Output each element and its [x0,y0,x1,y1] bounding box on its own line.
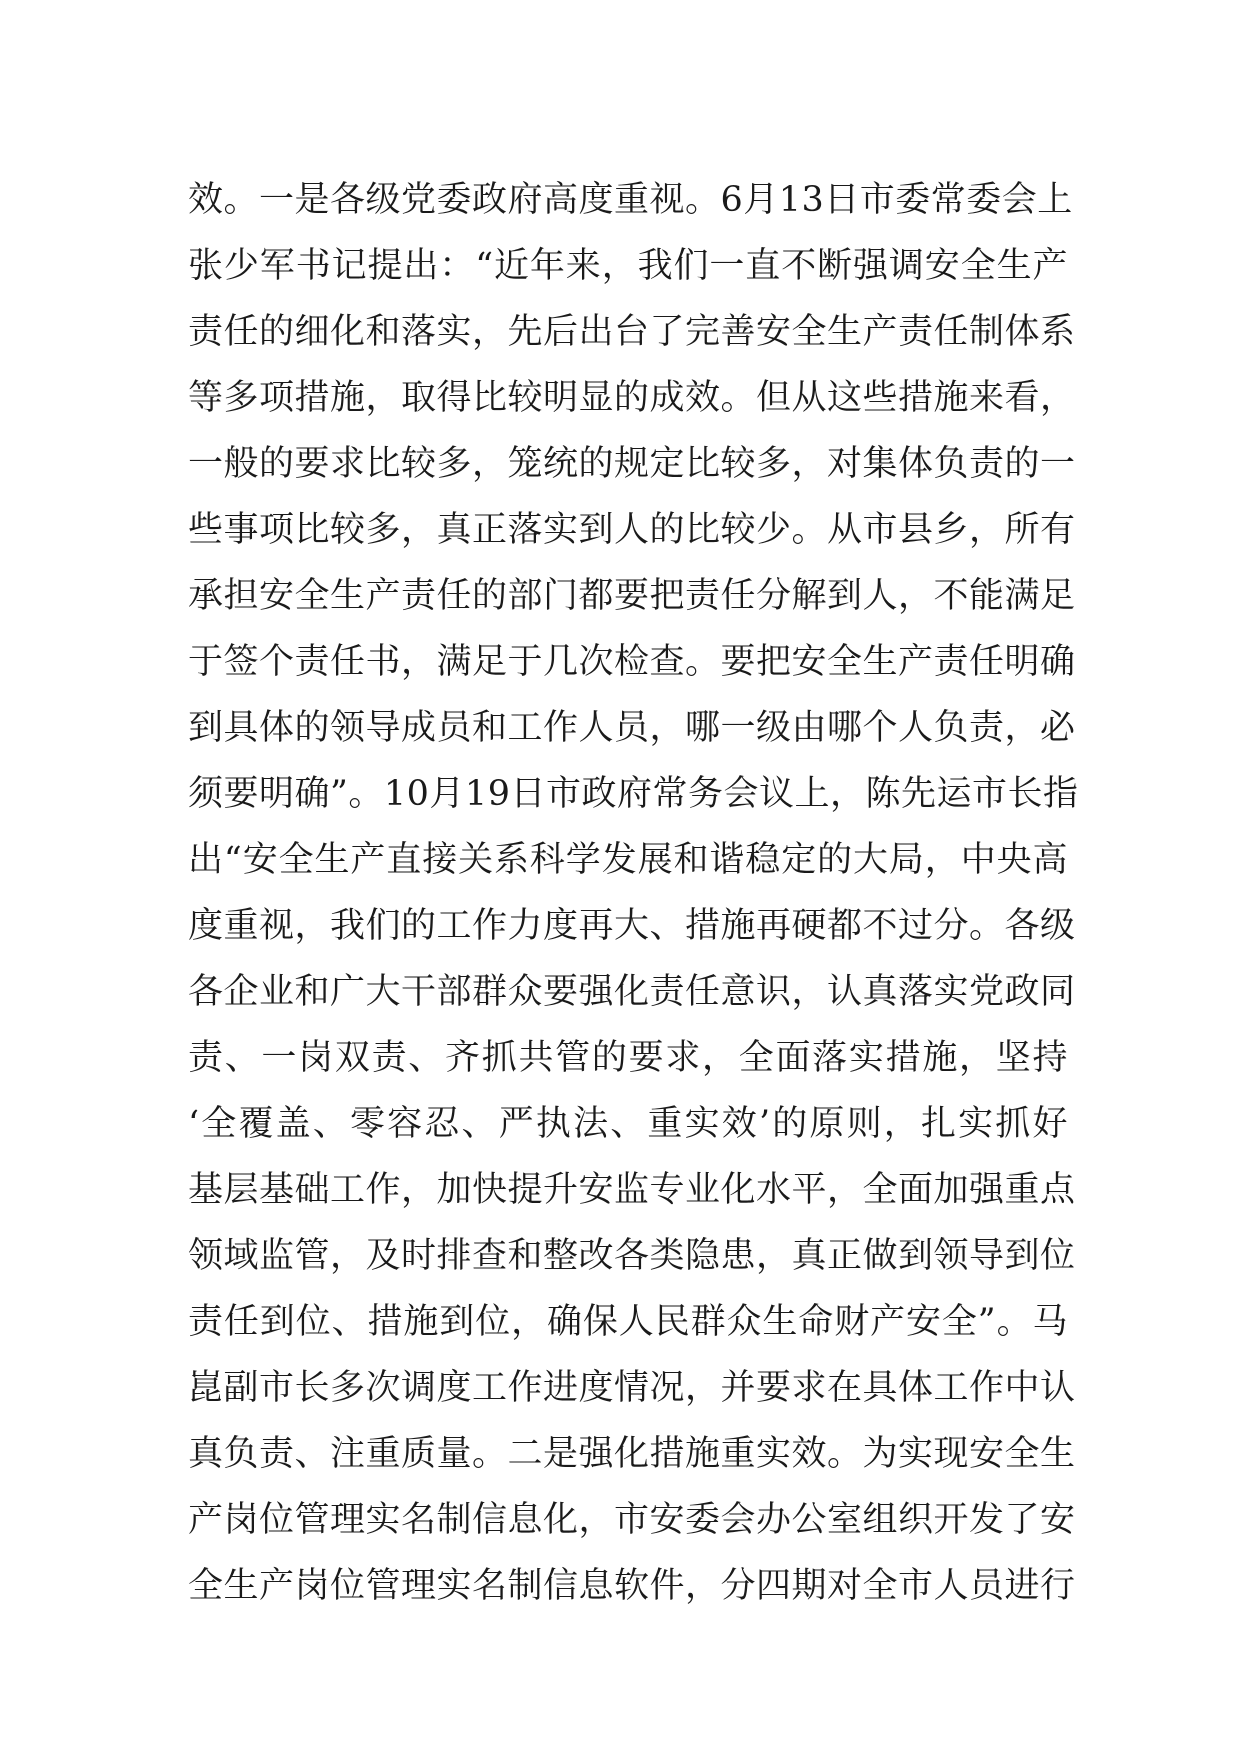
text-line: 等多项措施，取得比较明显的成效。但从这些措施来看， [188,378,1076,418]
text-line: 些事项比较多，真正落实到人的比较少。从市县乡，所有 [188,510,1076,550]
text-line: 全生产岗位管理实名制信息软件，分四期对全市人员进行 [188,1566,1076,1606]
text-line: 崑副市长多次调度工作进度情况，并要求在具体工作中认 [188,1368,1076,1408]
text-line: 各企业和广大干部群众要强化责任意识，认真落实党政同 [188,972,1076,1012]
text-line: 责、一岗双责、齐抓共管的要求，全面落实措施，坚持 [188,1038,1068,1078]
text-line: 到具体的领导成员和工作人员，哪一级由哪个人负责，必 [188,708,1076,748]
text-line: 张少军书记提出：“近年来，我们一直不断强调安全生产 [188,246,1068,286]
text-line: 一般的要求比较多，笼统的规定比较多，对集体负责的一 [188,444,1076,484]
text-line: 于签个责任书，满足于几次检查。要把安全生产责任明确 [188,642,1076,682]
text-line: 度重视，我们的工作力度再大、措施再硬都不过分。各级 [188,906,1076,946]
text-line: 须要明确”。10月19日市政府常务会议上，陈先运市长指 [188,774,1079,814]
text-line: 责任的细化和落实，先后出台了完善安全生产责任制体系 [188,312,1076,352]
body-text [188,167,1079,1619]
text-line: 基层基础工作，加快提升安监专业化水平，全面加强重点 [188,1170,1076,1210]
text-line: 出“安全生产直接关系科学发展和谐稳定的大局，中央高 [188,840,1068,880]
text-line: 承担安全生产责任的部门都要把责任分解到人，不能满足 [188,576,1076,616]
text-line: 效。一是各级党委政府高度重视。6月13日市委常委会上 [188,180,1073,220]
text-line: ‘全覆盖、零容忍、严执法、重实效’的原则，扎实抓好 [188,1104,1068,1144]
text-line: 领域监管，及时排查和整改各类隐患，真正做到领导到位 [188,1236,1076,1276]
text-line: 真负责、注重质量。二是强化措施重实效。为实现安全生 [188,1434,1076,1474]
text-line: 产岗位管理实名制信息化，市安委会办公室组织开发了安 [188,1500,1076,1540]
text-line: 责任到位、措施到位，确保人民群众生命财产安全”。马 [188,1302,1068,1342]
